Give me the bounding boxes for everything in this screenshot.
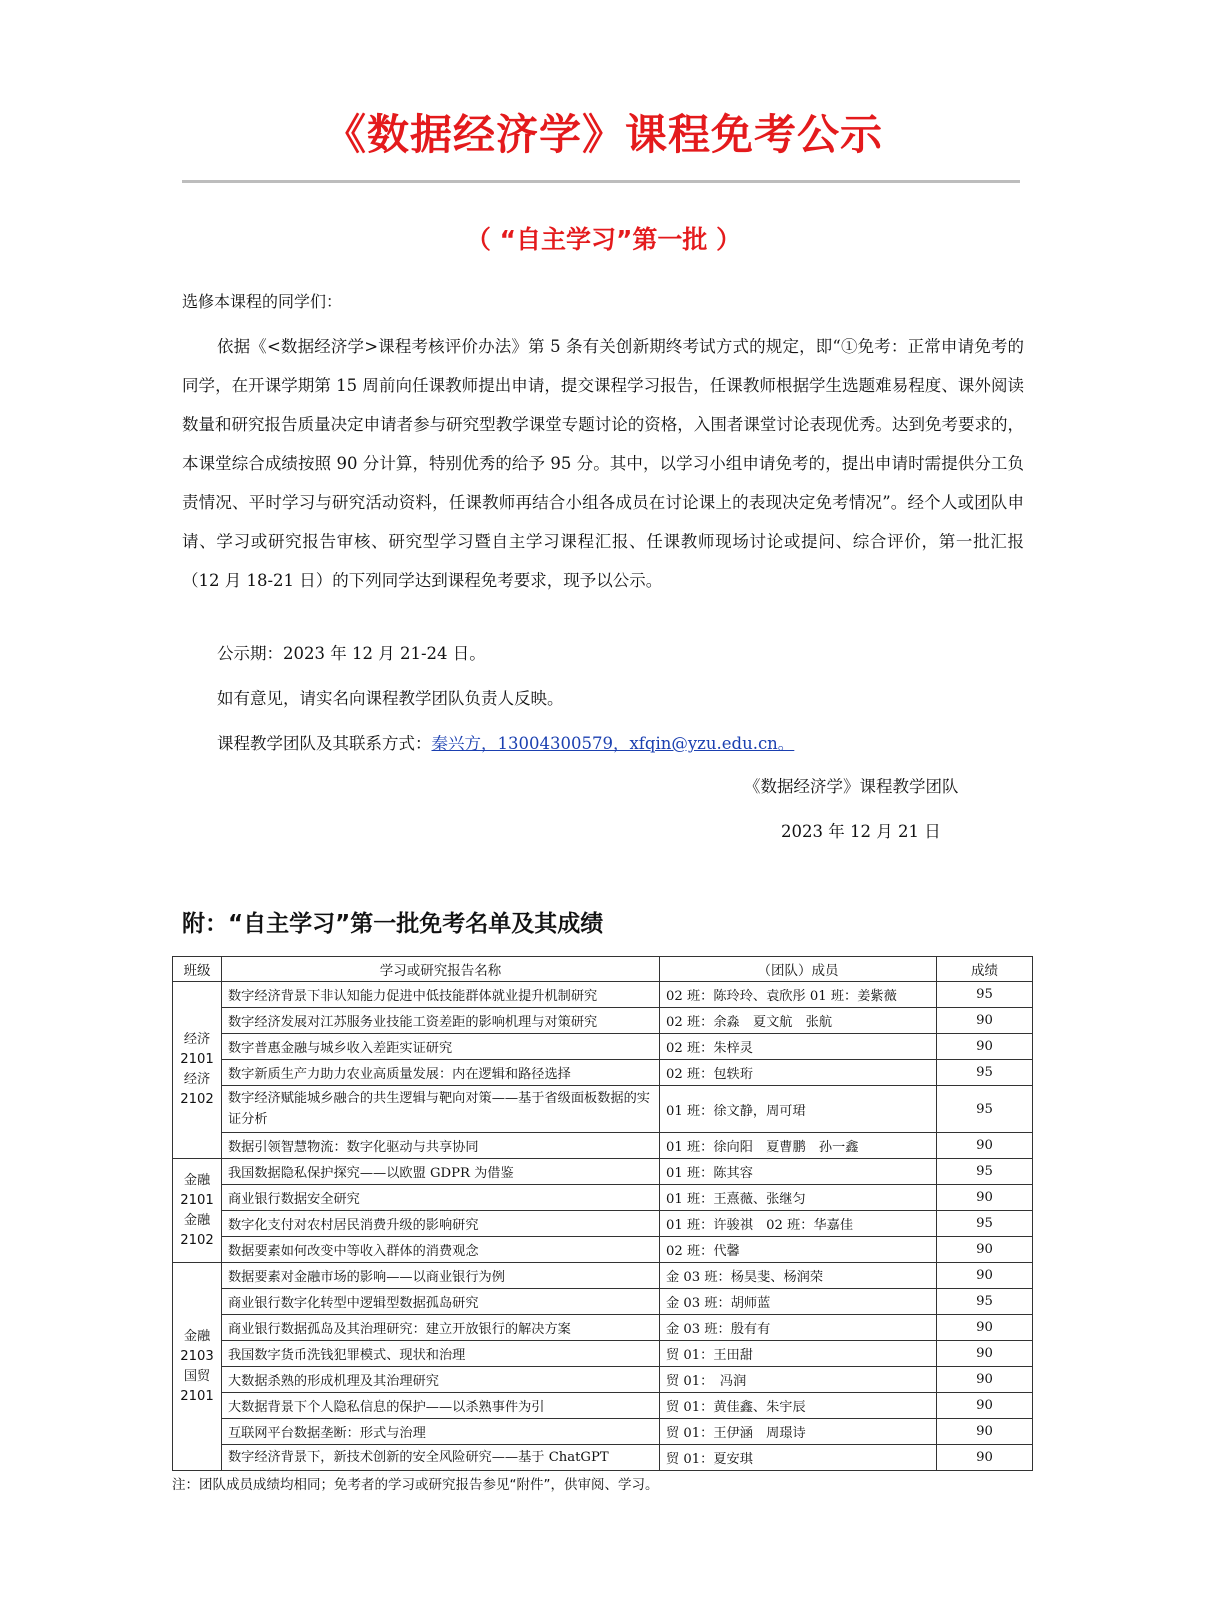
report-title-cell: 商业银行数据孤岛及其治理研究：建立开放银行的解决方案 [222,1315,660,1341]
score-cell: 90 [937,1419,1033,1445]
appendix-title: 附：“自主学习”第一批免考名单及其成绩 [182,911,604,937]
score-cell: 90 [937,1263,1033,1289]
title-divider [182,180,1020,183]
class-cell [173,1263,222,1471]
class-line: 金融 [183,1212,211,1228]
report-title-cell: 数字化支付对农村居民消费升级的影响研究 [222,1211,660,1237]
header-score: 成绩 [937,957,1033,982]
class-line: 金融 [183,1172,211,1188]
table-row [173,1008,1033,1034]
members-cell: 01 班：王熹薇、张继匀 [660,1185,937,1211]
report-title-cell: 数字新质生产力助力农业高质量发展：内在逻辑和路径选择 [222,1060,660,1086]
class-line: 2101 [180,1052,214,1067]
class-line: 经济 [183,1072,211,1087]
score-cell: 90 [937,1034,1033,1060]
class-cell [173,982,222,1159]
notice-period: 公示期：2023 年 12 月 21-24 日。 [217,644,486,663]
report-title-cell: 数字经济发展对江苏服务业技能工资差距的影响机理与对策研究 [222,1008,660,1034]
table-row [173,1263,1033,1289]
table-row [173,1367,1033,1393]
table-row [173,1289,1033,1315]
report-title-cell: 大数据背景下个人隐私信息的保护——以杀熟事件为引 [222,1393,660,1419]
members-cell: 01 班：徐向阳 夏曹鹏 孙一鑫 [660,1133,937,1159]
report-title-cell: 数字经济背景下，新技术创新的安全风险研究——基于 ChatGPT [222,1445,660,1471]
members-cell: 金 03 班：杨昊斐、杨润荣 [660,1263,937,1289]
members-cell: 贸 01： 冯润 [660,1367,937,1393]
class-line: 2101 [180,1192,214,1208]
score-cell: 95 [937,1086,1033,1133]
class-line: 金融 [183,1328,211,1344]
members-cell: 01 班：许骏祺 02 班：华嘉佳 [660,1211,937,1237]
members-cell: 01 班：陈其容 [660,1159,937,1185]
main-paragraph: 依据《<数据经济学>课程考核评价办法》第 5 条有关创新期终考试方式的规定，即“①免考：正常申请免考的同学，在开课学期第 15 周前向任课教师提出申请，提交课程学习报告，任课教师根据学生选题难易程度、课外阅读数量和研究报告质量决定申请者参与研究型教学课堂专题讨论的资格，入围者课堂讨论表现优秀。达到免考要求的，本课堂综合成绩按照 90 分计算，特别优秀的给予 95 分。其中，以学习小组申请免考的，提出申请时需提供分工负责情况、平时学习与研究活动资料，任课教师再结合小组各成员在讨论课上的表现决定免考情况”。经个人或团队申请、学习或研究报告审核、研究型学习暨自主学习课程汇报、任课教师现场讨论或提问、综合评价，第一批汇报（12 月 18-21 日）的下列同学达到课程免考要求，现予以公示。 [182,337,1024,590]
report-title-cell: 互联网平台数据垄断：形式与治理 [222,1419,660,1445]
score-cell: 90 [937,1008,1033,1034]
members-cell: 贸 01：王伊涵 周璟诗 [660,1419,937,1445]
class-line: 2102 [180,1092,214,1107]
members-cell: 贸 01：黄佳鑫、朱宇辰 [660,1393,937,1419]
score-cell: 90 [937,1367,1033,1393]
header-class: 班级 [173,957,222,982]
report-title-cell: 数据要素如何改变中等收入群体的消费观念 [222,1237,660,1263]
members-cell: 02 班：余淼 夏文航 张航 [660,1008,937,1034]
class-line: 经济 [183,1032,211,1047]
contact-line [217,730,794,754]
table-row [173,1315,1033,1341]
class-cell [173,1159,222,1263]
table-row [173,1133,1033,1159]
members-cell: 02 班：包轶珩 [660,1060,937,1086]
score-cell: 90 [937,1315,1033,1341]
members-cell: 贸 01：王田甜 [660,1341,937,1367]
score-cell: 95 [937,1159,1033,1185]
contact-link[interactable]: 秦兴方，13004300579，xfqin@yzu.edu.cn。 [431,734,795,753]
class-line: 2102 [180,1232,214,1248]
table-row [173,1419,1033,1445]
feedback-line: 如有意见，请实名向课程教学团队负责人反映。 [217,689,564,708]
score-cell: 90 [937,1237,1033,1263]
members-cell: 02 班：朱梓灵 [660,1034,937,1060]
score-cell: 90 [937,1393,1033,1419]
score-cell: 90 [937,1133,1033,1159]
class-line: 2103 [180,1348,214,1364]
report-title-cell: 商业银行数据安全研究 [222,1185,660,1211]
report-title-cell: 商业银行数字化转型中逻辑型数据孤岛研究 [222,1289,660,1315]
report-title-cell: 数据引领智慧物流：数字化驱动与共享协同 [222,1133,660,1159]
greeting: 选修本课程的同学们： [182,292,343,311]
table-row [173,1393,1033,1419]
table-body [173,982,1033,1471]
report-title-cell: 数字经济赋能城乡融合的共生逻辑与靶向对策——基于省级面板数据的实证分析 [222,1086,660,1133]
report-title-cell: 数据要素对金融市场的影响——以商业银行为例 [222,1263,660,1289]
contact-label: 课程教学团队及其联系方式： [217,734,432,753]
report-title-cell: 我国数据隐私保护探究——以欧盟 GDPR 为借鉴 [222,1159,660,1185]
report-title-cell: 大数据杀熟的形成机理及其治理研究 [222,1367,660,1393]
members-cell: 02 班：陈玲玲、袁欣彤 01 班：姜紫薇 [660,982,937,1008]
score-cell: 95 [937,1060,1033,1086]
score-cell: 95 [937,982,1033,1008]
table-row [173,1185,1033,1211]
score-cell: 95 [937,1211,1033,1237]
class-line: 2101 [180,1388,214,1404]
score-cell: 90 [937,1341,1033,1367]
signature-date: 2023 年 12 月 21 日 [781,822,941,841]
page-subtitle: （ “自主学习”第一批 ） [465,225,742,254]
table-row [173,982,1033,1008]
members-cell: 01 班：徐文静，周可珺 [660,1086,937,1133]
members-cell: 金 03 班：殷有有 [660,1315,937,1341]
report-title-cell: 我国数字货币洗钱犯罪模式、现状和治理 [222,1341,660,1367]
table-row [173,1445,1033,1471]
report-title-cell: 数字经济背景下非认知能力促进中低技能群体就业提升机制研究 [222,982,660,1008]
members-cell: 贸 01：夏安琪 [660,1445,937,1471]
table-row [173,1211,1033,1237]
members-cell: 02 班：代馨 [660,1237,937,1263]
table-row [173,1086,1033,1133]
table-row [173,1159,1033,1185]
table-row [173,1034,1033,1060]
score-cell: 90 [937,1185,1033,1211]
page-title: 《数据经济学》课程免考公示 [323,110,883,159]
table-row [173,1060,1033,1086]
class-line: 国贸 [183,1368,211,1384]
exemption-table [172,956,1033,1471]
header-members: （团队）成员 [660,957,937,982]
table-header-row [173,957,1033,982]
signature: 《数据经济学》课程教学团队 [744,777,959,796]
table-row [173,1237,1033,1263]
report-title-cell: 数字普惠金融与城乡收入差距实证研究 [222,1034,660,1060]
table-row [173,1341,1033,1367]
table-note: 注：团队成员成绩均相同；免考者的学习或研究报告参见“附件”，供审阅、学习。 [172,1477,659,1493]
score-cell: 90 [937,1445,1033,1471]
header-report-title: 学习或研究报告名称 [222,957,660,982]
members-cell: 金 03 班：胡师蓝 [660,1289,937,1315]
score-cell: 95 [937,1289,1033,1315]
